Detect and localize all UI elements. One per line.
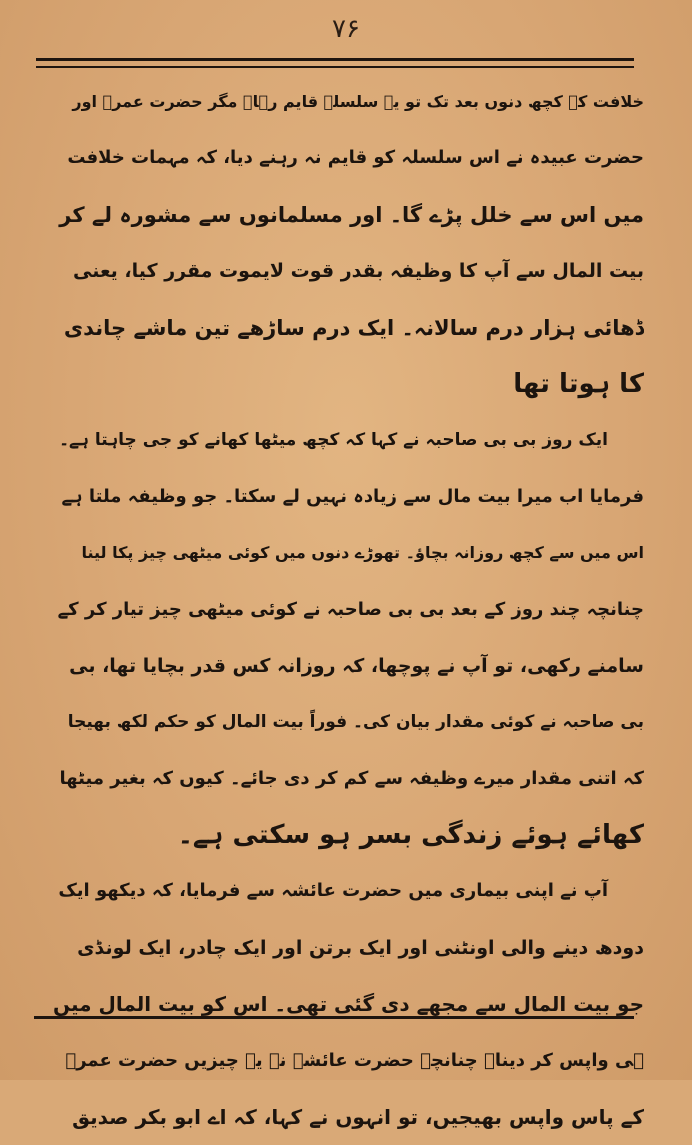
body-text (50, 74, 644, 1145)
text-line: کے پاس واپس بھیجیں، تو انہوں نے کہا، کہ اے ابو بکر صدیق (72, 1105, 644, 1130)
text-line: بی صاحبہ نے کوئی مقدار بیان کی۔ فوراً بیت المال کو حکم لکھ بھیجا (67, 712, 644, 733)
text-line: کا ہوتا تھا (513, 368, 644, 399)
text-line: ڈھائی ہزار درم سالانہ۔ ایک درم ساڑھے تین ماشے چاندی (63, 315, 644, 340)
text-line: سامنے رکھی، تو آپ نے پوچھا، کہ روزانہ کس قدر بچایا تھا، بی (69, 654, 644, 677)
text-line: اس میں سے کچھ روزانہ بچاؤ۔ تھوڑے دنوں میں کوئی میٹھی چیز پکا لینا (81, 543, 644, 563)
text-line: آپ نے اپنی بیماری میں حضرت عائشہ سے فرمایا، کہ دیکھو ایک (58, 880, 608, 902)
footer-rule (34, 1016, 634, 1019)
text-line: کہ اتنی مقدار میرے وظیفہ سے کم کر دی جائے۔ کیوں کہ بغیر میٹھا (59, 767, 644, 789)
text-line: ایک روز بی بی صاحبہ نے کہا کہ کچھ میٹھا کھانے کو جی چاہتا ہے۔ (59, 430, 608, 451)
text-line: میں اس سے خلل پڑے گا۔ اور مسلمانوں سے مشورہ لے کر (59, 202, 644, 227)
text-line: جو بیت المال سے مجھے دی گئی تھی۔ اس کو بیت المال میں (52, 992, 644, 1017)
text-line: کھائے ہوئے زندگی بسر ہو سکتی ہے۔ (177, 820, 644, 851)
text-line: فرمایا اب میرا بیت مال سے زیادہ نہیں لے سکتا۔ جو وظیفہ ملتا ہے (61, 485, 644, 507)
text-line: دودھ دینے والی اونٹنی اور ایک برتن اور ایک چادر، ایک لونڈی (77, 936, 644, 959)
header-rule-thin (36, 66, 634, 68)
text-line: ہی واپس کر دینا۔ چنانچہ حضرت عائشہ نے یہ چیزیں حضرت عمرؓ (65, 1049, 644, 1071)
page-number: ۷۶ (332, 14, 360, 44)
text-line: بیت المال سے آپ کا وظیفہ بقدر قوت لایموت مقرر کیا، یعنی (72, 260, 644, 283)
text-line: حضرت عبیدہ نے اس سلسلہ کو قایم نہ رہنے دیا، کہ مہمات خلافت (67, 147, 644, 169)
text-line: خلافت کے کچھ دنوں بعد تک تو یہ سلسلہ قایم رہا۔ مگر حضرت عمرؓ اور (72, 92, 644, 111)
header-rule-thick (36, 58, 634, 61)
text-line: چنانچہ چند روز کے بعد بی بی صاحبہ نے کوئی میٹھی چیز تیار کر کے (57, 598, 644, 620)
